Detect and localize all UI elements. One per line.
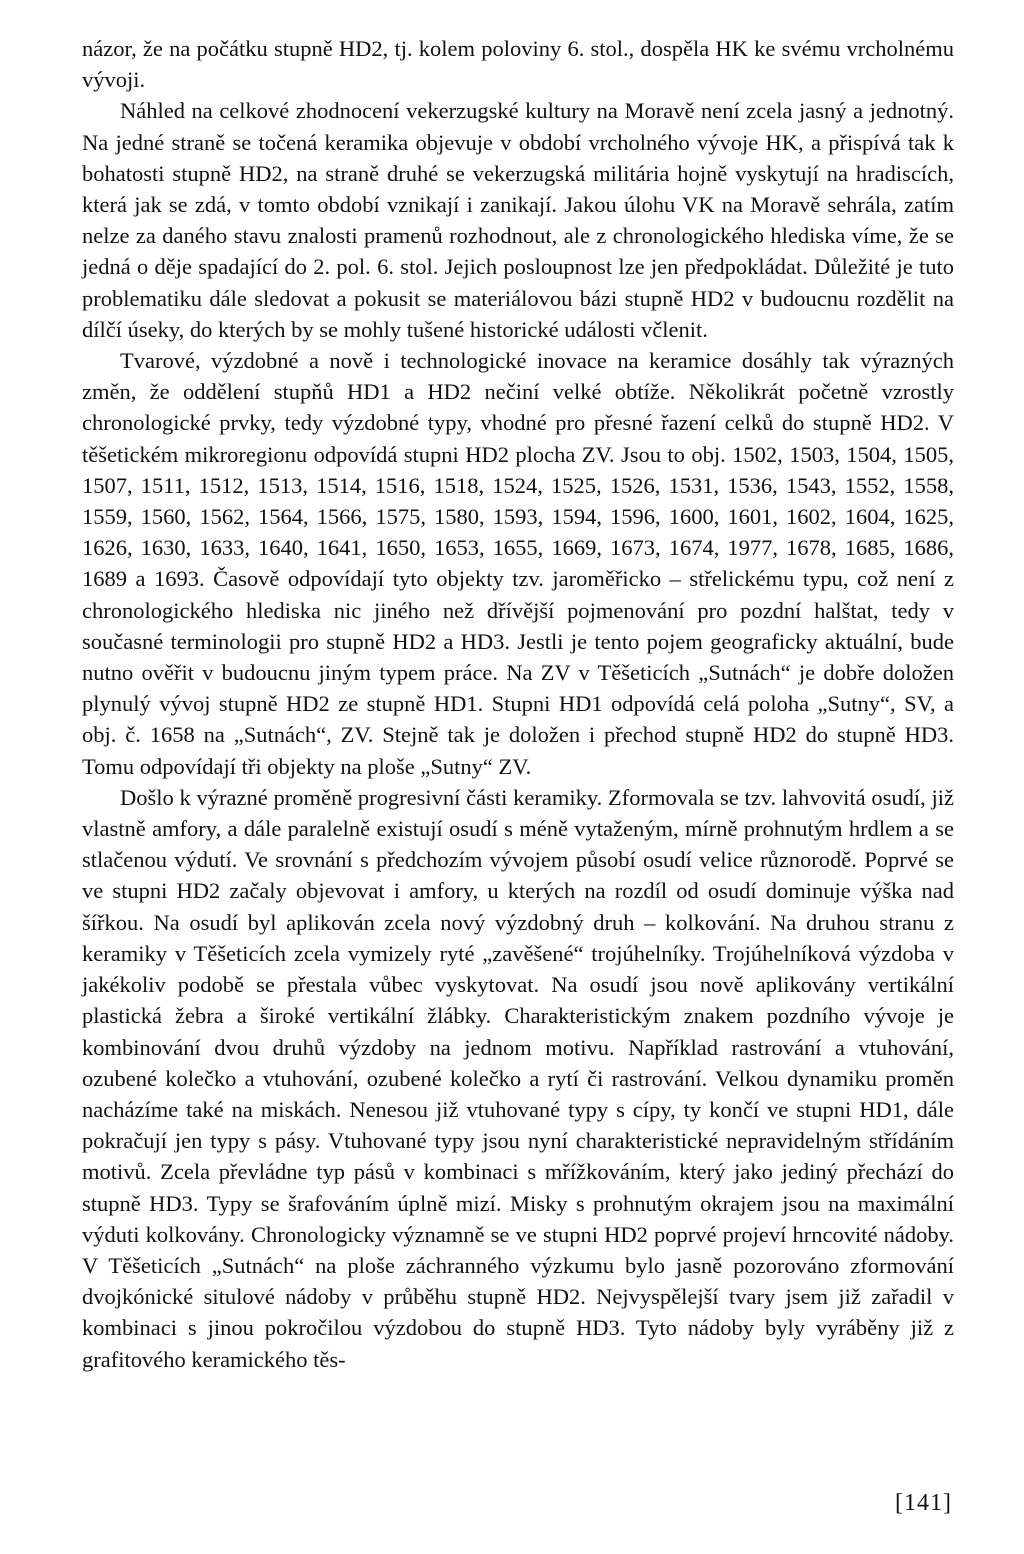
- paragraph-2: Náhled na celkové zhodnocení vekerzugské kultury na Moravě není zcela jasný a jednotný. Na jedné straně se točená keramika objevuje v období vrcholného vývoje HK, a přispívá tak k bohatosti stupně HD2, na straně druhé se vekerzugská militária hojně vyskytují na hradiscích, která jak se zdá, v tomto období vznikají i zanikají. Jakou úlohu VK na Moravě sehrála, zatím nelze za daného stavu znalosti pramenů rozhodnout, ale z chronologického hlediska víme, že se jedná o děje spadající do 2. pol. 6. stol. Jejich posloupnost lze jen předpokládat. Důležité je tuto problematiku dále sledovat a pokusit se materiálovou bázi stupně HD2 v budoucnu rozdělit na dílčí úseky, do kterých by se mohly tušené historické události včlenit.: [82, 98, 954, 342]
- paragraph-4: Došlo k výrazné proměně progresivní části keramiky. Zformovala se tzv. lahvovitá osudí, již vlastně amfory, a dále paralelně existují osudí s méně vytaženým, mírně prohnutým hrdlem a se stlačenou výdutí. Ve srovnání s předchozím vývojem působí osudí velice různorodě. Poprvé se ve stupni HD2 začaly objevovat i amfory, u kterých na rozdíl od osudí dominuje výška nad šířkou. Na osudí byl aplikován zcela nový výzdobný druh – kolkování. Na druhou stranu z keramiky v Těšeticích zcela vymizely ryté „zavěšené“ trojúhelníky. Trojúhelníková výzdoba v jakékoliv podobě se přestala vůbec vyskytovat. Na osudí jsou nově aplikovány vertikální plastická žebra a široké vertikální žlábky. Charakteristickým znakem pozdního vývoje je kombinování dvou druhů výzdoby na jednom motivu. Například rastrování a vtuhování, ozubené kolečko a vtuhování, ozubené kolečko a rytí či rastrování. Velkou dynamiku proměn nacházíme také na miskách. Nenesou již vtuhované typy s cípy, ty končí ve stupni HD1, dále pokračují jen typy s pásy. Vtuhované typy jsou nyní charakteristické nepravidelným střídáním motivů. Zcela převládne typ pásů v kombinaci s mřížkováním, který jako jediný přechází do stupně HD3. Typy se šrafováním úplně mizí. Misky s prohnutým okrajem jsou na maximální výduti kolkovány. Chronologicky významně se ve stupni HD2 poprvé projeví hrncovité nádoby. V Těšeticích „Sutnách“ na ploše záchranného výzkumu bylo jasně pozorováno zformování dvojkónické situlové nádoby v průběhu stupně HD2. Nejvyspělejší tvary jsem již zařadil v kombinaci s jinou pokročilou výzdobou do stupně HD3. Tyto nádoby byly vyráběny již z grafitového keramického těs-: [82, 784, 954, 1372]
- page-body: [82, 33, 954, 1375]
- paragraph-1: názor, že na počátku stupně HD2, tj. kolem poloviny 6. stol., dospěla HK ke svému vrcholnému vývoji.: [82, 36, 954, 93]
- paragraph-3: Tvarové, výzdobné a nově i technologické inovace na keramice dosáhly tak výrazných změn, že oddělení stupňů HD1 a HD2 nečiní velké obtíže. Několikrát početně vzrostly chronologické prvky, tedy výzdobné typy, vhodné pro přesné řazení celků do stupně HD2. V těšetickém mikroregionu odpovídá stupni HD2 plocha ZV. Jsou to obj. 1502, 1503, 1504, 1505, 1507, 1511, 1512, 1513, 1514, 1516, 1518, 1524, 1525, 1526, 1531, 1536, 1543, 1552, 1558, 1559, 1560, 1562, 1564, 1566, 1575, 1580, 1593, 1594, 1596, 1600, 1601, 1602, 1604, 1625, 1626, 1630, 1633, 1640, 1641, 1650, 1653, 1655, 1669, 1673, 1674, 1977, 1678, 1685, 1686, 1689 a 1693. Časově odpovídají tyto objekty tzv. jaroměřicko – střelickému typu, což není z chronologického hlediska nic jiného než dřívější pojmenování pro pozdní halštat, tedy v současné terminologii pro stupně HD2 a HD3. Jestli je tento pojem geograficky aktuální, bude nutno ověřit v budoucnu jiným typem práce. Na ZV v Těšeticích „Sutnách“ je dobře doložen plynulý vývoj stupně HD2 ze stupně HD1. Stupni HD1 odpovídá celá poloha „Sutny“, SV, a obj. č. 1658 na „Sutnách“, ZV. Stejně tak je doložen i přechod stupně HD2 do stupně HD3. Tomu odpovídají tři objekty na ploše „Sutny“ ZV.: [82, 348, 954, 779]
- page-number: [141]: [895, 1490, 952, 1516]
